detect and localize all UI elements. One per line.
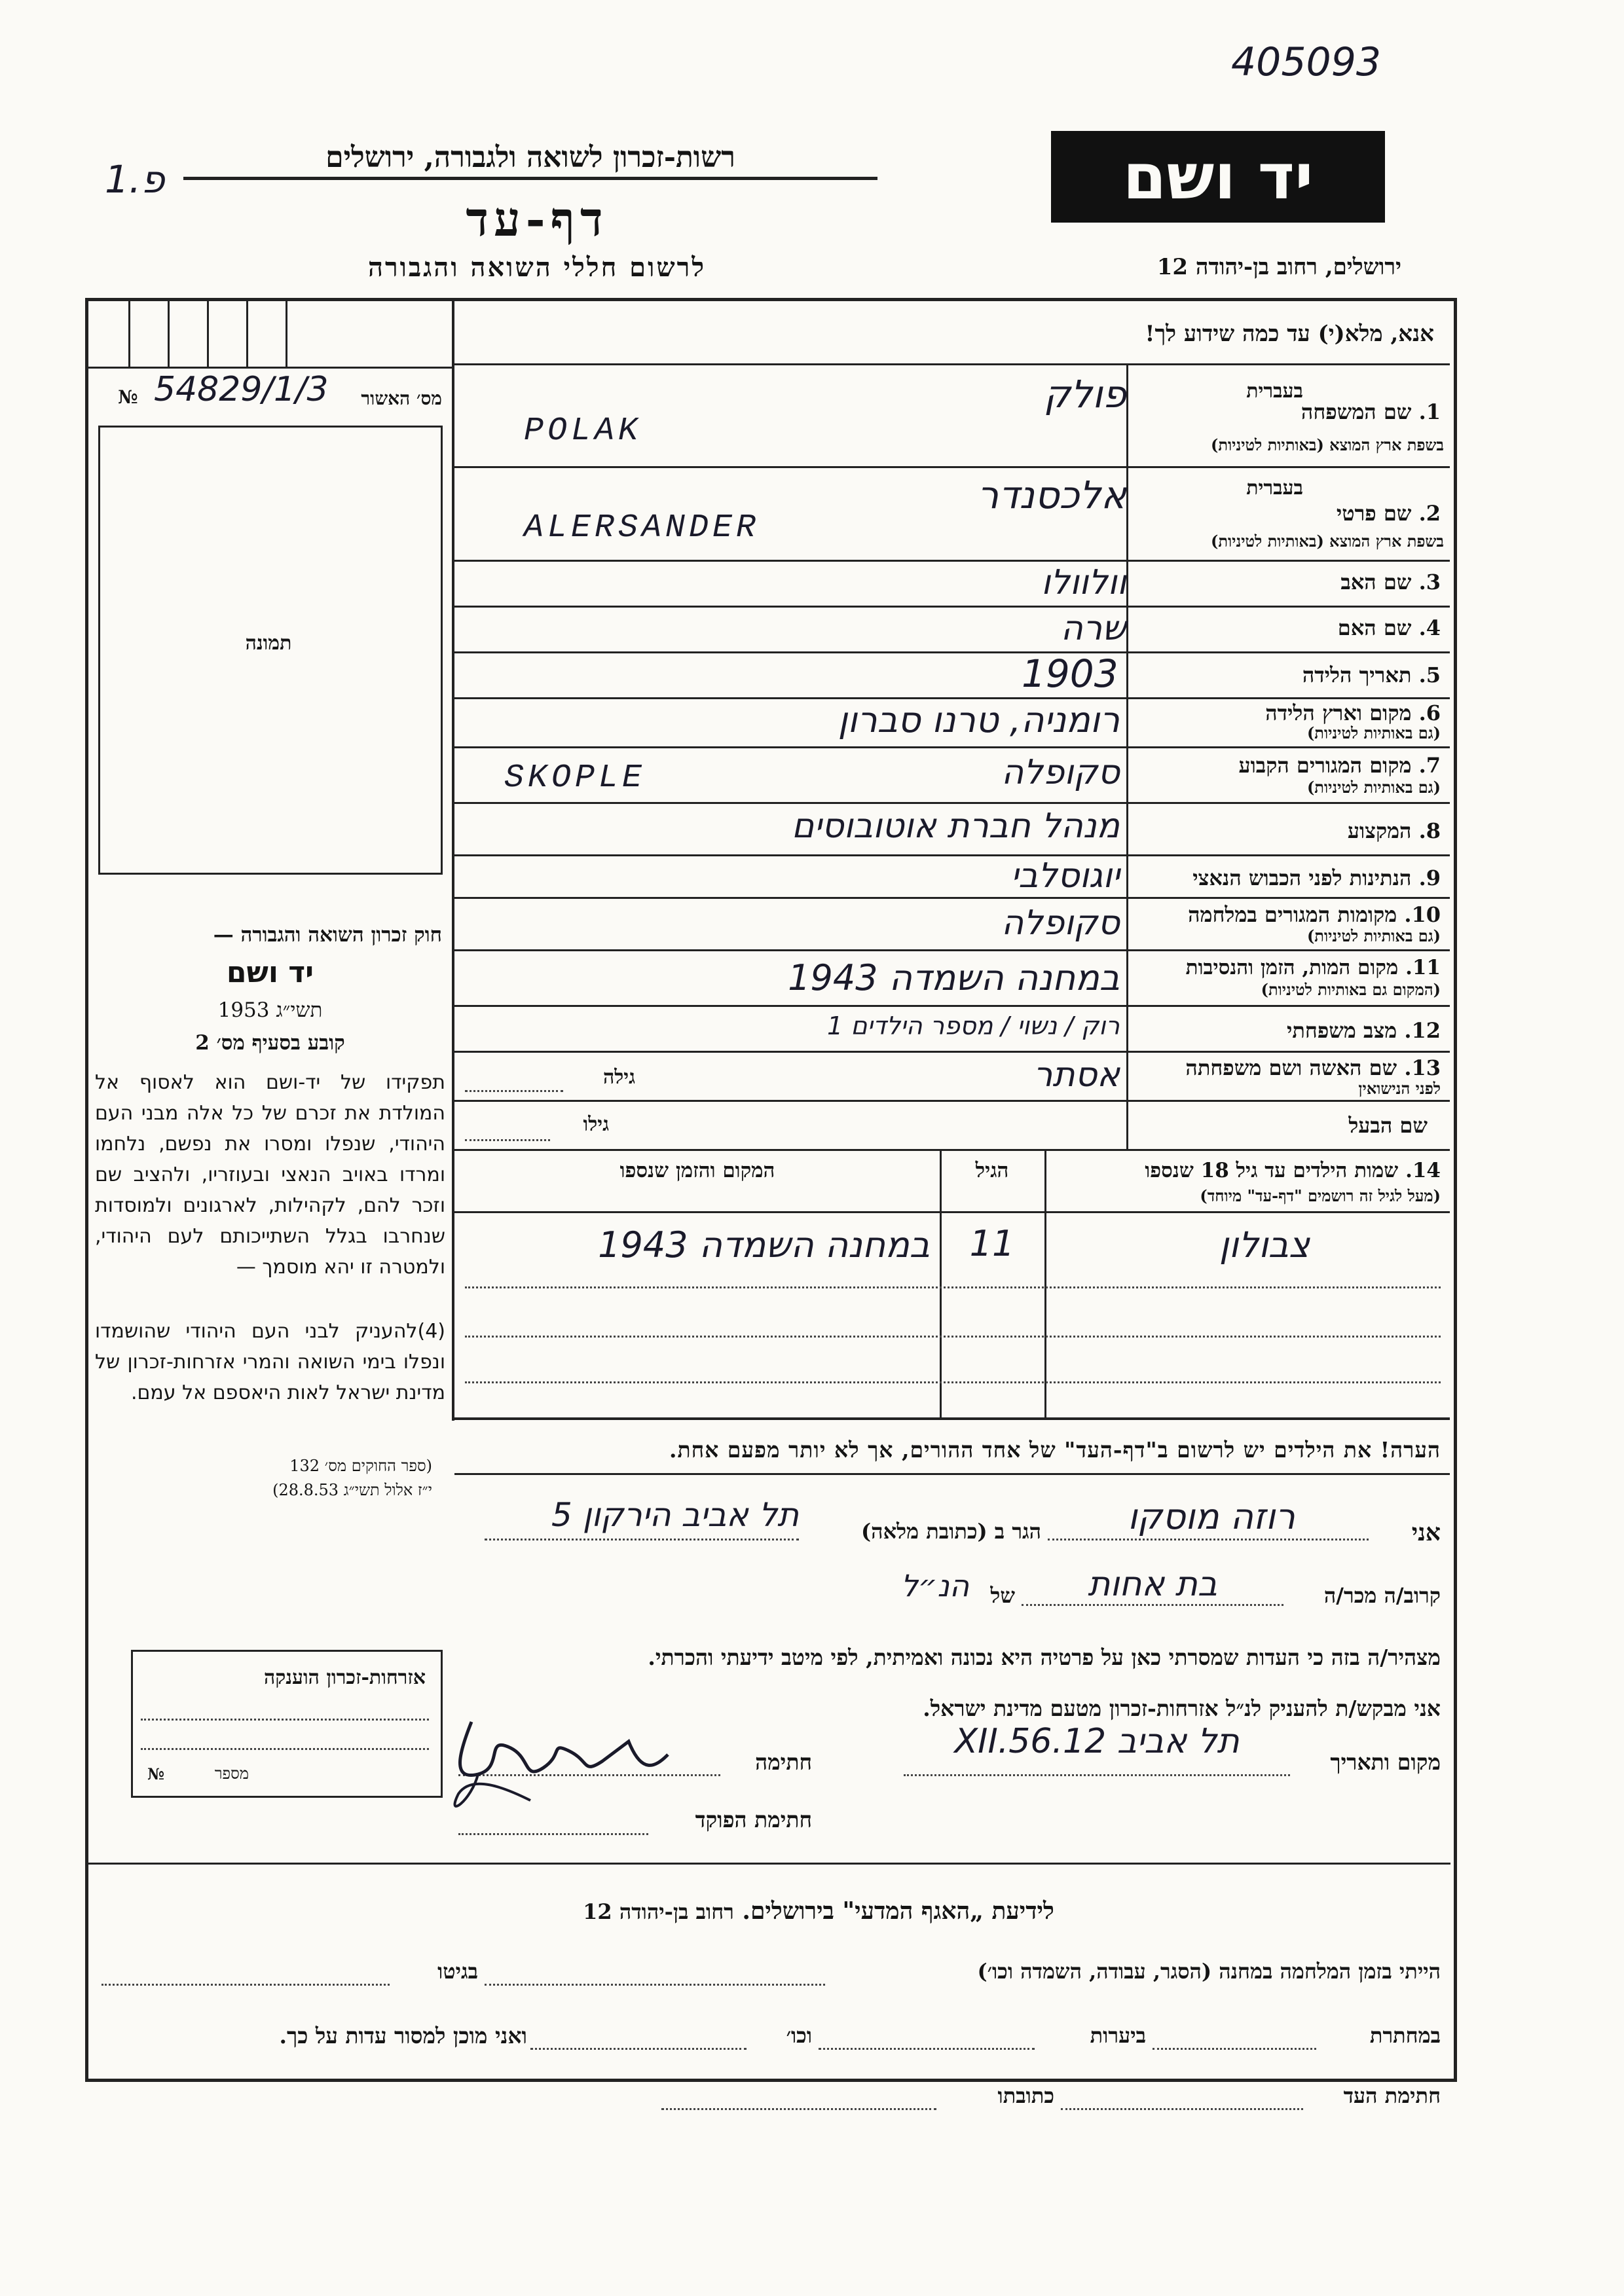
law-title: חוק זכרון השואה והגבורה — — [213, 923, 442, 947]
footer-title-text: לידיעת „האגף המדעי" בירושלים. — [742, 1897, 1054, 1925]
place-date-value[interactable]: תל אביב 12.XII.56 — [954, 1722, 1240, 1761]
form-title: דף-עד — [466, 191, 608, 247]
field-2-sublabel: בשפת ארץ המוצא (באותיות לטיניות) — [1211, 532, 1444, 551]
child-1-age[interactable]: 11 — [969, 1223, 1015, 1264]
field-1-num: 1. — [1418, 399, 1441, 424]
form-subtitle: לרשום חללי השואה והגבורה — [367, 252, 707, 283]
archive-number: 405093 — [1231, 39, 1382, 85]
footer-witness-sig: חתימת העד — [1343, 2083, 1441, 2108]
child-1-name[interactable]: צבולון — [1219, 1224, 1310, 1266]
children-num: 14. — [1405, 1159, 1441, 1182]
field-11-value[interactable]: במחנה השמדה 1943 — [788, 957, 1120, 998]
field-6-name: מקום וארץ הלידה — [1265, 701, 1412, 725]
logo-text: יד ושם — [1122, 140, 1314, 213]
children-header-place: המקום והזמן שנספו — [619, 1159, 775, 1182]
field-2-value-latin[interactable]: ALERSANDER — [524, 509, 760, 547]
of-value[interactable]: הנ״ל — [900, 1568, 969, 1603]
field-8-label — [1133, 818, 1441, 843]
children-header-age: הגיל — [975, 1159, 1009, 1182]
field-6-label — [1133, 701, 1441, 725]
field-7-label — [1133, 753, 1441, 778]
footer-forests: ביערות — [1090, 2023, 1146, 2048]
officer-signature-label: חתימת הפוקד — [695, 1807, 812, 1832]
field-10-value[interactable]: סקופלה — [1001, 903, 1120, 943]
law-year: תשי״ג 1953 — [217, 998, 323, 1022]
field-4-num: 4. — [1418, 615, 1441, 640]
place-date-label: מקום ותאריך — [1330, 1749, 1441, 1775]
field-5-value[interactable]: 1903 — [1022, 651, 1118, 696]
field-1-name: שם המשפחה — [1301, 399, 1412, 424]
field-3-label — [1133, 570, 1441, 594]
field-2-value-he[interactable]: אלכסנדר — [977, 473, 1126, 517]
footer-title — [458, 1897, 1179, 1925]
field-6-num: 6. — [1418, 701, 1441, 725]
field-13-age-label: גילה — [602, 1066, 635, 1089]
field-7-sublabel: (גם באותיות לטיניות) — [1306, 778, 1441, 797]
footer-address: רחוב בן-יהודה 12 — [583, 1899, 734, 1924]
field-8-name: המקצוע — [1347, 818, 1412, 843]
field-6-sublabel: (גם באותיות לטיניות) — [1306, 723, 1441, 742]
law-section: קובע בסעיף מס׳ 2 — [195, 1031, 345, 1055]
field-13-sublabel: לפני הנישואין — [1358, 1079, 1441, 1098]
declarant-address[interactable]: תל אביב הירקון 5 — [551, 1496, 799, 1534]
field-8-value[interactable]: מנהל חברת אוטובוסים — [791, 807, 1120, 846]
law-source-2: י״ז אלול תשי״ג 28.8.53) — [272, 1481, 432, 1499]
resides-label: הגר ב (כתובת מלאה) — [861, 1519, 1041, 1544]
authority-title: רשות-זכרון לשואה ולגבורה, ירושלים — [183, 141, 877, 180]
field-1-label — [1133, 399, 1441, 424]
photo-label: תמונה — [245, 632, 292, 655]
field-5-name: תאריך הלידה — [1302, 663, 1412, 687]
declarant-ani: אני — [1411, 1519, 1441, 1546]
field-8-num: 8. — [1418, 818, 1441, 843]
note: הערה! את הילדים יש לרשום ב"דף-העד" של אחד ההורים, אך לא יותר מפעם אחת. — [669, 1437, 1441, 1463]
field-10-sublabel: (גם באותיות לטיניות) — [1306, 926, 1441, 945]
field-7-value-latin[interactable]: SKOPLE — [504, 759, 646, 797]
request: אני מבקש/ת להעניק לנ״ל אזרחות-זכרון מטעם מדינת ישראל. — [923, 1696, 1441, 1721]
signature-label: חתימה — [755, 1749, 812, 1775]
field-1-value-latin[interactable]: POLAK — [524, 412, 642, 450]
yad-vashem-logo — [1051, 131, 1385, 223]
field-9-value[interactable]: יוגוסלבי — [1010, 856, 1120, 896]
field-11-num: 11. — [1405, 956, 1441, 979]
field-10-name: מקומות המגורים במלחמה — [1188, 902, 1397, 927]
field-2-hebrew-tag: בעברית — [1246, 477, 1303, 500]
field-4-value[interactable]: שרה — [1060, 609, 1126, 648]
field-12-name: מצב משפחתי — [1287, 1018, 1397, 1043]
field-12-num: 12. — [1404, 1018, 1441, 1043]
relative-label: קרוב/ה מכר/ה — [1323, 1583, 1441, 1608]
footer-underground: במחתרת — [1369, 2023, 1441, 2048]
field-12-value[interactable]: רוק / נשוי / מספר הילדים 1 — [826, 1011, 1120, 1040]
declaration: מצהיר/ה בזה כי העדות שמסרתי כאן על פרטיה היא נכונה ואמיתית, לפי מיטב ידיעתי והכרתי. — [648, 1645, 1441, 1670]
of-label: של — [990, 1583, 1015, 1608]
reg-number-value: 54829/1/3 — [154, 370, 329, 409]
field-10-num: 10. — [1404, 902, 1441, 927]
law-body: תפקידו של יד-ושם הוא לאסוף אל המולדת את זכרם של כל אלה מבני העם היהודי, שנפלו ומסרו את נפשם, נלחמו ומרדו באויב הנאצי ובעוזריו, ולהציב שם וזכר להם, לקהילות, לארגונים ולמוסדות שנחרבו בגלל השתייכותם לעם היהודי, ולמטרה זו יהא מוסמך — — [95, 1071, 445, 1279]
field-3-name: שם האב — [1340, 570, 1412, 594]
field-2-num: 2. — [1418, 501, 1441, 526]
footer-ready: ואני מוכן למסור עדות על כך. — [279, 2023, 527, 2049]
field-4-name: שם האם — [1337, 615, 1412, 640]
field-7-value-he[interactable]: סקופלה — [1001, 753, 1120, 792]
footer-address-label: כתובתו — [997, 2083, 1054, 2108]
citizenship-title: אזרחות-זכרון הוענקה — [263, 1666, 426, 1689]
footer-ghetto: בגיטו — [437, 1959, 478, 1984]
field-5-label — [1133, 663, 1441, 687]
footer-line-1: הייתי בזמן המלחמה במחנה (הסגר, עבודה, השמדה וכו׳) — [977, 1959, 1441, 1984]
field-1-value-he[interactable]: פולק — [1043, 372, 1126, 416]
field-1-hebrew-tag: בעברית — [1246, 380, 1303, 403]
husband-label: שם הבעל — [1348, 1113, 1428, 1138]
children-header-note: (מעל לגיל זה רושמים "דף-עד" מיוחד) — [1200, 1186, 1441, 1205]
children-header — [1051, 1159, 1441, 1182]
citizenship-number-label: מספר — [214, 1764, 249, 1783]
reg-number-prefix: № — [118, 386, 138, 408]
law-clause: (4)להעניק לבני העם היהודי שהושמדו ונפלו בימי השואה והמרי אזרחות-זכרון של מדינת ישראל לאות היאספם אל עמם. — [95, 1320, 445, 1404]
field-13-value[interactable]: אסתר — [1033, 1055, 1120, 1095]
field-1-sublabel: בשפת ארץ המוצא (באותיות לטיניות) — [1211, 435, 1444, 454]
reg-number-label: מס׳ האשור — [361, 388, 442, 409]
husband-age-label: גילו — [583, 1113, 609, 1136]
field-11-name: מקום המות, הזמן והנסיבות — [1185, 956, 1399, 979]
field-13-num: 13. — [1404, 1055, 1441, 1080]
field-5-num: 5. — [1418, 663, 1441, 687]
field-6-value[interactable]: רומניה, טרנו סברון — [838, 699, 1120, 740]
field-13-name: שם האשה ושם משפחתה — [1185, 1055, 1397, 1080]
field-13-label — [1133, 1055, 1441, 1080]
field-11-sublabel: (המקום גם באותיות לטיניות) — [1261, 980, 1441, 999]
footer-etc: וכו׳ — [786, 2023, 812, 2048]
children-header-names: שמות הילדים עד גיל 18 שנספו — [1145, 1159, 1399, 1182]
field-9-label — [1133, 866, 1441, 890]
field-7-num: 7. — [1418, 753, 1441, 778]
field-9-name: הנתינות לפני הכבוש הנאצי — [1192, 866, 1412, 890]
address-line: ירושלים, רחוב בן-יהודה 12 — [1156, 254, 1401, 280]
child-1-place[interactable]: במחנה השמדה 1943 — [598, 1224, 930, 1266]
field-7-name: מקום המגורים הקבוע — [1238, 753, 1412, 778]
field-11-label — [1133, 956, 1441, 979]
field-4-label — [1133, 615, 1441, 640]
law-logo: יד ושם — [226, 956, 314, 989]
field-3-num: 3. — [1418, 570, 1441, 594]
instruction: אנא, מלא(י) עד כמה שידוע לך! — [1145, 321, 1434, 347]
field-12-label — [1133, 1018, 1441, 1043]
relation-value[interactable]: בת אחות — [1088, 1565, 1217, 1604]
field-9-num: 9. — [1418, 866, 1441, 890]
declarant-name[interactable]: רוזה מוסקו — [1128, 1496, 1295, 1537]
corner-mark: פ.1 — [105, 157, 165, 202]
law-source-1: (ספר החוקים מס׳ 132 — [289, 1457, 432, 1475]
field-2-name: שם פרטי — [1336, 501, 1412, 526]
field-10-label — [1133, 902, 1441, 927]
field-2-label — [1133, 501, 1441, 526]
citizenship-prefix: № — [147, 1764, 165, 1783]
field-3-value[interactable]: וולוולו — [1041, 563, 1126, 602]
